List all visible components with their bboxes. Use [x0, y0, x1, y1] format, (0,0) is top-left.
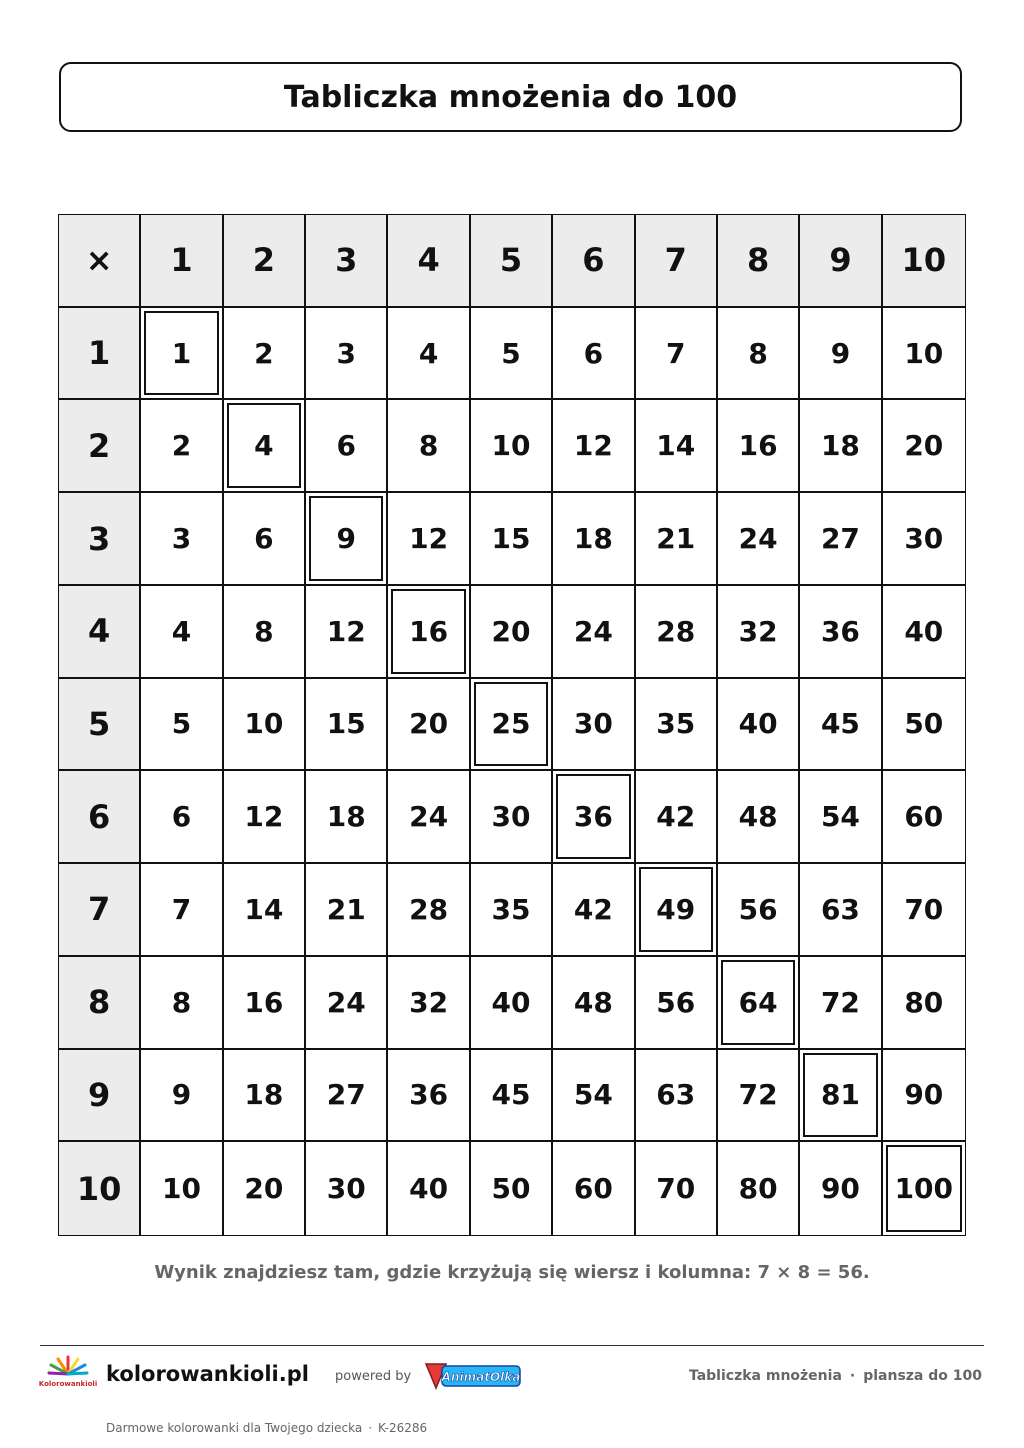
product-cell: 16	[224, 957, 306, 1050]
product-cell: 40	[388, 1142, 470, 1235]
column-header: 5	[471, 215, 553, 308]
row-header: 3	[59, 493, 141, 586]
diagonal-cell: 64	[718, 957, 800, 1050]
product-cell: 2	[224, 308, 306, 401]
product-cell: 24	[388, 771, 470, 864]
product-cell: 60	[553, 1142, 635, 1235]
kolorowankioli-logo	[38, 1354, 98, 1396]
page-title: Tabliczka mnożenia do 100	[283, 79, 738, 115]
product-cell: 10	[471, 400, 553, 493]
product-cell: 10	[224, 679, 306, 772]
footer-divider	[40, 1345, 984, 1346]
product-cell: 90	[883, 1050, 965, 1143]
product-cell: 18	[224, 1050, 306, 1143]
footer-code: K-26286	[378, 1421, 428, 1435]
product-cell: 4	[388, 308, 470, 401]
product-cell: 72	[800, 957, 882, 1050]
product-cell: 28	[388, 864, 470, 957]
site-name[interactable]: kolorowankioli.pl	[106, 1362, 309, 1386]
powered-by-label: powered by	[335, 1369, 412, 1384]
product-cell: 56	[718, 864, 800, 957]
product-cell: 32	[388, 957, 470, 1050]
product-cell: 21	[306, 864, 388, 957]
diagonal-cell: 16	[388, 586, 470, 679]
column-header: 10	[883, 215, 965, 308]
product-cell: 32	[718, 586, 800, 679]
product-cell: 10	[141, 1142, 223, 1235]
product-cell: 56	[636, 957, 718, 1050]
product-cell: 12	[224, 771, 306, 864]
product-cell: 5	[141, 679, 223, 772]
product-cell: 3	[141, 493, 223, 586]
row-header: 6	[59, 771, 141, 864]
diagonal-cell: 9	[306, 493, 388, 586]
product-cell: 7	[636, 308, 718, 401]
corner-cell: ×	[59, 215, 141, 308]
product-cell: 63	[800, 864, 882, 957]
diagonal-cell: 36	[553, 771, 635, 864]
product-cell: 24	[553, 586, 635, 679]
product-cell: 90	[800, 1142, 882, 1235]
diagonal-cell: 1	[141, 308, 223, 401]
product-cell: 15	[306, 679, 388, 772]
product-cell: 63	[636, 1050, 718, 1143]
product-cell: 24	[306, 957, 388, 1050]
product-cell: 50	[471, 1142, 553, 1235]
product-cell: 4	[141, 586, 223, 679]
product-cell: 20	[471, 586, 553, 679]
product-cell: 14	[636, 400, 718, 493]
row-header: 9	[59, 1050, 141, 1143]
footer-topic: Tabliczka mnożenia	[688, 1368, 842, 1384]
multiplication-table	[58, 214, 966, 1236]
diagonal-cell: 49	[636, 864, 718, 957]
product-cell: 42	[553, 864, 635, 957]
footer-sheet: plansza do 100	[863, 1368, 982, 1384]
product-cell: 20	[883, 400, 965, 493]
row-header: 4	[59, 586, 141, 679]
product-cell: 12	[388, 493, 470, 586]
column-header: 2	[224, 215, 306, 308]
product-cell: 20	[388, 679, 470, 772]
footer-tagline: Darmowe kolorowanki dla Twojego dziecka	[106, 1421, 363, 1435]
product-cell: 18	[306, 771, 388, 864]
title-box	[59, 62, 962, 132]
column-header: 9	[800, 215, 882, 308]
product-cell: 35	[471, 864, 553, 957]
product-cell: 3	[306, 308, 388, 401]
product-cell: 6	[141, 771, 223, 864]
product-cell: 16	[718, 400, 800, 493]
product-cell: 14	[224, 864, 306, 957]
row-header: 1	[59, 308, 141, 401]
product-cell: 8	[141, 957, 223, 1050]
product-cell: 30	[883, 493, 965, 586]
product-cell: 42	[636, 771, 718, 864]
product-cell: 60	[883, 771, 965, 864]
diagonal-cell: 81	[800, 1050, 882, 1143]
product-cell: 28	[636, 586, 718, 679]
product-cell: 2	[141, 400, 223, 493]
row-header: 8	[59, 957, 141, 1050]
product-cell: 27	[800, 493, 882, 586]
animatolka-logo	[424, 1358, 524, 1392]
column-header: 6	[553, 215, 635, 308]
product-cell: 20	[224, 1142, 306, 1235]
product-cell: 9	[141, 1050, 223, 1143]
product-cell: 80	[718, 1142, 800, 1235]
product-cell: 8	[718, 308, 800, 401]
product-cell: 30	[471, 771, 553, 864]
footer-small-separator: ·	[368, 1421, 373, 1435]
product-cell: 70	[636, 1142, 718, 1235]
hint-text: Wynik znajdziesz tam, gdzie krzyżują się wiersz i kolumna: 7 × 8 = 56.	[154, 1262, 870, 1283]
product-cell: 18	[553, 493, 635, 586]
product-cell: 8	[224, 586, 306, 679]
svg-text:AnimatOlka: AnimatOlka	[441, 1370, 521, 1384]
column-header: 1	[141, 215, 223, 308]
product-cell: 36	[388, 1050, 470, 1143]
footer-separator: ·	[849, 1368, 856, 1384]
diagonal-cell: 25	[471, 679, 553, 772]
product-cell: 35	[636, 679, 718, 772]
product-cell: 9	[800, 308, 882, 401]
row-header: 5	[59, 679, 141, 772]
diagonal-cell: 100	[883, 1142, 965, 1235]
product-cell: 54	[800, 771, 882, 864]
product-cell: 15	[471, 493, 553, 586]
product-cell: 6	[553, 308, 635, 401]
product-cell: 72	[718, 1050, 800, 1143]
diagonal-cell: 4	[224, 400, 306, 493]
product-cell: 7	[141, 864, 223, 957]
product-cell: 5	[471, 308, 553, 401]
row-header: 7	[59, 864, 141, 957]
product-cell: 70	[883, 864, 965, 957]
product-cell: 80	[883, 957, 965, 1050]
column-header: 7	[636, 215, 718, 308]
footer-small-text	[106, 1421, 427, 1435]
svg-text:Kolorowankioli: Kolorowankioli	[38, 1380, 98, 1388]
product-cell: 6	[306, 400, 388, 493]
column-header: 3	[306, 215, 388, 308]
product-cell: 12	[553, 400, 635, 493]
product-cell: 8	[388, 400, 470, 493]
product-cell: 40	[883, 586, 965, 679]
product-cell: 40	[471, 957, 553, 1050]
product-cell: 50	[883, 679, 965, 772]
row-header: 10	[59, 1142, 141, 1235]
product-cell: 10	[883, 308, 965, 401]
product-cell: 21	[636, 493, 718, 586]
row-header: 2	[59, 400, 141, 493]
product-cell: 48	[553, 957, 635, 1050]
product-cell: 12	[306, 586, 388, 679]
column-header: 8	[718, 215, 800, 308]
product-cell: 45	[800, 679, 882, 772]
footer-right-text	[689, 1368, 982, 1384]
column-header: 4	[388, 215, 470, 308]
product-cell: 24	[718, 493, 800, 586]
product-cell: 30	[306, 1142, 388, 1235]
product-cell: 30	[553, 679, 635, 772]
product-cell: 40	[718, 679, 800, 772]
product-cell: 45	[471, 1050, 553, 1143]
product-cell: 54	[553, 1050, 635, 1143]
product-cell: 6	[224, 493, 306, 586]
product-cell: 36	[800, 586, 882, 679]
product-cell: 48	[718, 771, 800, 864]
product-cell: 27	[306, 1050, 388, 1143]
product-cell: 18	[800, 400, 882, 493]
